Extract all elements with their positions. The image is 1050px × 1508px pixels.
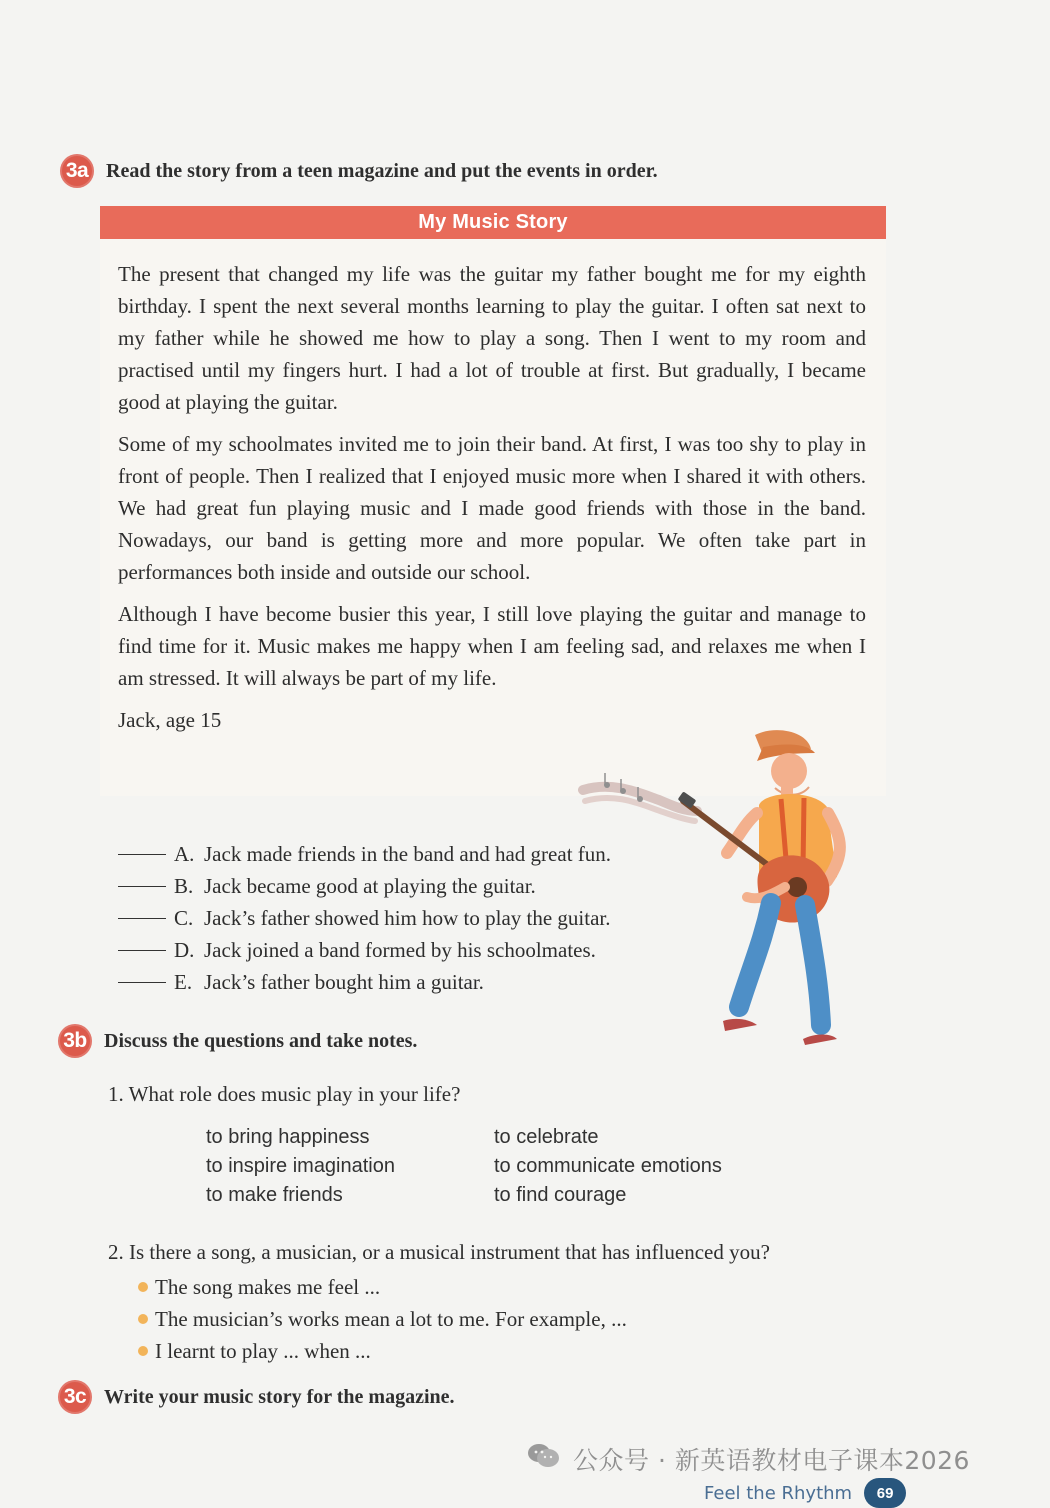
watermark [525,1440,970,1478]
event-answer-blank-a[interactable] [118,854,166,855]
page-footer [704,1478,906,1508]
event-letter: A. [174,842,195,866]
event-answer-blank-c[interactable] [118,918,166,919]
watermark-text: 公众号 · 新英语教材电子课本2026 [573,1446,970,1475]
events-list [118,838,738,998]
hint-item: to find courage [494,1184,627,1206]
section-3a-badge: 3a [60,154,94,188]
section-3b-badge: 3b [58,1024,92,1058]
story-signature: Jack, age 15 [118,708,222,732]
event-item-b [118,870,738,902]
section-3a-instruction: Read the story from a teen magazine and put the events in order. [106,159,658,182]
question-2-prompts [138,1271,627,1367]
section-3b-instruction: Discuss the questions and take notes. [104,1029,418,1052]
story-paragraph-2: Some of my schoolmates invited me to join their band. At first, I was too shy to play in front of people. Then I realized that I enjoyed music more when I shared it with others. We had great fun playing music and I made good friends with those in the band. Nowadays, our band is getting more and more popular. We often take part in performances both inside and outside our school. [118,432,866,584]
bullet-icon [138,1282,148,1292]
prompt-item [138,1335,627,1367]
bullet-icon [138,1346,148,1356]
event-letter: D. [174,938,195,962]
story-title-banner: My Music Story [100,206,886,239]
story-card [100,206,886,796]
event-letter: E. [174,970,193,994]
event-answer-blank-e[interactable] [118,982,166,983]
event-item-d [118,934,738,966]
event-text: Jack’s father bought him a guitar. [204,970,484,994]
event-item-c [118,902,738,934]
hint-item: to celebrate [494,1126,599,1148]
section-3c-badge: 3c [58,1380,92,1414]
section-3c-instruction: Write your music story for the magazine. [104,1385,455,1408]
event-item-a [118,838,738,870]
event-text: Jack’s father showed him how to play the guitar. [204,906,611,930]
event-text: Jack joined a band formed by his schoolmates. [204,938,596,962]
section-3c-header [58,1380,455,1414]
hint-item: to inspire imagination [206,1155,395,1177]
prompt-text: The song makes me feel ... [155,1275,381,1299]
prompt-item [138,1271,627,1303]
hint-item: to make friends [206,1184,343,1206]
event-item-e [118,966,738,998]
story-body [118,258,866,736]
bullet-icon [138,1314,148,1324]
story-paragraph-3: Although I have become busier this year, I still love playing the guitar and manage to find time for it. Music makes me happy when I am feeling sad, and relaxes me when I am stressed. It will always be part of my life. [118,602,866,690]
event-letter: B. [174,874,194,898]
page-footer-label: Feel the Rhythm [704,1482,853,1504]
event-letter: C. [174,906,194,930]
event-answer-blank-b[interactable] [118,886,166,887]
prompt-text: The musician’s works mean a lot to me. For example, ... [155,1307,627,1331]
section-3b-header [58,1024,417,1058]
prompt-item [138,1303,627,1335]
hint-item: to bring happiness [206,1126,370,1148]
event-answer-blank-d[interactable] [118,950,166,951]
question-1-hints [206,1126,766,1207]
question-1: 1. What role does music play in your life? [108,1082,461,1106]
event-text: Jack became good at playing the guitar. [204,874,536,898]
wechat-icon [525,1440,563,1478]
question-2: 2. Is there a song, a musician, or a musical instrument that has influenced you? [108,1240,770,1264]
hint-item: to communicate emotions [494,1155,722,1177]
section-3a-header [60,154,658,188]
page-number: 69 [864,1478,906,1508]
event-text: Jack made friends in the band and had great fun. [204,842,612,866]
story-paragraph-1: The present that changed my life was the guitar my father bought me for my eighth birthday. I spent the next several months learning to play the guitar. I often sat next to my father while he showed me how to play a song. Then I went to my room and practised until my fingers hurt. I had a lot of trouble at first. But gradually, I became good at playing the guitar. [118,262,866,414]
prompt-text: I learnt to play ... when ... [155,1339,371,1363]
